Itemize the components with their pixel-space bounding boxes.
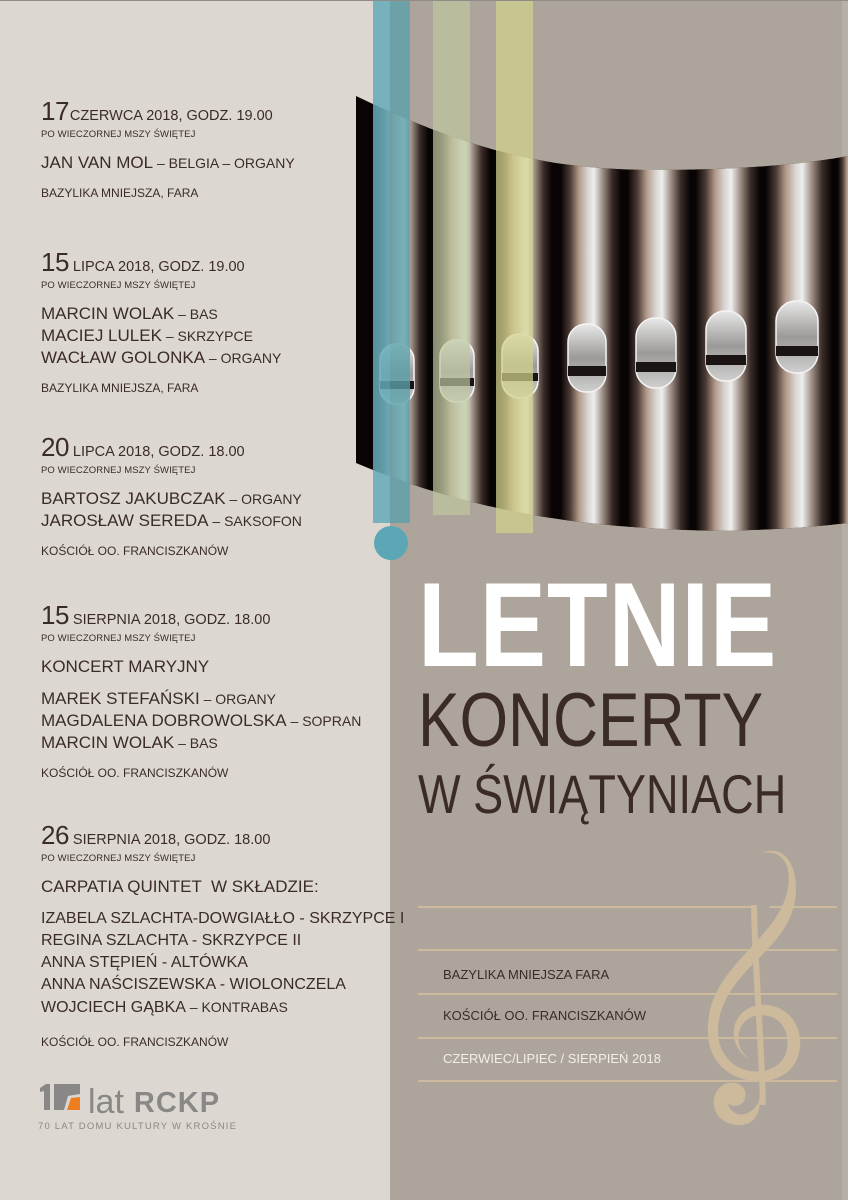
title-koncerty: KONCERTY bbox=[418, 678, 764, 763]
event-venue: KOŚCIÓŁ OO. FRANCISZKANÓW bbox=[41, 766, 229, 780]
performer bbox=[41, 908, 405, 930]
rckp-logo bbox=[38, 1085, 237, 1132]
event-program: KONCERT MARYJNY bbox=[41, 657, 210, 676]
logo-subtitle: 70 LAT DOMU KULTURY W KROŚNIE bbox=[38, 1121, 238, 1132]
event-note: PO WIECZORNEJ MSZY ŚWIĘTEJ bbox=[41, 853, 196, 864]
event-note: PO WIECZORNEJ MSZY ŚWIĘTEJ bbox=[41, 129, 196, 140]
event-venue: BAZYLIKA MNIEJSZA, FARA bbox=[41, 186, 199, 200]
performer-name: WOJCIECH GĄBKA bbox=[41, 999, 186, 1016]
performer-name: MARCIN WOLAK bbox=[41, 733, 175, 752]
event-program: CARPATIA QUINTET W SKŁADZIE: bbox=[41, 877, 319, 896]
top-border bbox=[0, 0, 848, 1]
performer-list bbox=[41, 908, 405, 1019]
event-venue: BAZYLIKA MNIEJSZA, FARA bbox=[41, 381, 199, 395]
event-note: PO WIECZORNEJ MSZY ŚWIĘTEJ bbox=[41, 633, 196, 644]
logo-word: lat bbox=[88, 1083, 124, 1121]
lime-stripe bbox=[496, 1, 533, 533]
performer-list bbox=[41, 688, 401, 754]
performer bbox=[41, 488, 401, 510]
performer bbox=[41, 325, 401, 347]
event-date-text: LIPCA 2018, GODZ. 19.00 bbox=[72, 259, 245, 275]
sage-stripe bbox=[433, 1, 470, 515]
event-note: PO WIECZORNEJ MSZY ŚWIĘTEJ bbox=[41, 465, 196, 476]
performer-list bbox=[41, 303, 401, 369]
performer-role: – KONTRABAS bbox=[185, 999, 288, 1015]
performer bbox=[41, 688, 401, 710]
logo-brand: RCKP bbox=[133, 1087, 221, 1119]
performer bbox=[41, 710, 401, 732]
performer-role: – SKRZYPCE bbox=[161, 328, 253, 344]
performer bbox=[41, 974, 401, 996]
performer-name: ANNA NAŚCISZEWSKA - WIOLONCZELA bbox=[41, 976, 346, 993]
event-venue: KOŚCIÓŁ OO. FRANCISZKANÓW bbox=[41, 1035, 229, 1049]
info-period: CZERWIEC/LIPIEC / SIERPIEŃ 2018 bbox=[443, 1051, 661, 1066]
performer-role: – BAS bbox=[174, 735, 218, 751]
event-1 bbox=[41, 98, 401, 200]
event-5 bbox=[41, 820, 405, 1049]
event-date-text: CZERWCA 2018, GODZ. 19.00 bbox=[69, 108, 273, 124]
event-day: 20 bbox=[41, 432, 69, 462]
performer-name: MAREK STEFAŃSKI bbox=[41, 689, 200, 708]
event-note: PO WIECZORNEJ MSZY ŚWIĘTEJ bbox=[41, 280, 196, 291]
event-date bbox=[41, 822, 401, 848]
event-date bbox=[41, 98, 401, 124]
event-date-text: SIERPNIA 2018, GODZ. 18.00 bbox=[72, 832, 271, 848]
organ-pipes-image bbox=[356, 96, 848, 532]
performer bbox=[41, 930, 401, 952]
performer-name: JAN VAN MOL bbox=[41, 153, 154, 172]
performer-role: – SAKSOFON bbox=[208, 513, 302, 529]
performer-name: MARCIN WOLAK bbox=[41, 304, 175, 323]
performer-role: – BELGIA – ORGANY bbox=[153, 155, 295, 171]
performer-name: JAROSŁAW SEREDA bbox=[41, 511, 209, 530]
logo-top bbox=[38, 1083, 237, 1121]
performer bbox=[41, 152, 401, 174]
event-4 bbox=[41, 602, 401, 780]
event-day: 15 bbox=[41, 247, 69, 277]
title-w-swiatyniach: W ŚWIĄTYNIACH bbox=[418, 763, 787, 825]
treble-clef-icon bbox=[700, 845, 805, 1130]
performer bbox=[41, 303, 401, 325]
event-date-text: LIPCA 2018, GODZ. 18.00 bbox=[72, 444, 245, 460]
performer-role: – SOPRAN bbox=[286, 713, 362, 729]
performer-role: – ORGANY bbox=[199, 691, 276, 707]
performer-list bbox=[41, 488, 401, 532]
event-day: 17 bbox=[41, 96, 69, 126]
performer-name: WACŁAW GOLONKA bbox=[41, 348, 206, 367]
info-venue-2: KOŚCIÓŁ OO. FRANCISZKANÓW bbox=[443, 1008, 646, 1023]
info-venue-1: BAZYLIKA MNIEJSZA FARA bbox=[443, 967, 610, 982]
performer-list bbox=[41, 152, 401, 174]
event-day: 15 bbox=[41, 600, 69, 630]
event-day: 26 bbox=[41, 820, 69, 850]
event-2 bbox=[41, 249, 401, 395]
performer bbox=[41, 952, 401, 974]
70-logo-mark-icon bbox=[38, 1082, 82, 1117]
performer-name: ANNA STĘPIEŃ - ALTÓWKA bbox=[41, 954, 248, 971]
event-venue: KOŚCIÓŁ OO. FRANCISZKANÓW bbox=[41, 544, 229, 558]
performer bbox=[41, 732, 401, 754]
performer-role: – ORGANY bbox=[205, 350, 282, 366]
performer-role: – BAS bbox=[174, 306, 218, 322]
performer-name: BARTOSZ JAKUBCZAK bbox=[41, 489, 226, 508]
performer bbox=[41, 347, 401, 369]
performer-name: MACIEJ LULEK bbox=[41, 326, 162, 345]
performer-name: IZABELA SZLACHTA-DOWGIAŁŁO - SKRZYPCE I bbox=[41, 910, 405, 927]
performer-name: REGINA SZLACHTA - SKRZYPCE II bbox=[41, 932, 302, 949]
event-date bbox=[41, 602, 401, 628]
performer bbox=[41, 510, 401, 532]
event-date-text: SIERPNIA 2018, GODZ. 18.00 bbox=[72, 612, 271, 628]
performer-name: MAGDALENA DOBROWOLSKA bbox=[41, 711, 287, 730]
performer bbox=[41, 996, 401, 1019]
event-date bbox=[41, 249, 401, 275]
performer-role: – ORGANY bbox=[225, 491, 302, 507]
title-letnie: LETNIE bbox=[418, 558, 778, 692]
event-date bbox=[41, 434, 401, 460]
event-3 bbox=[41, 434, 401, 558]
